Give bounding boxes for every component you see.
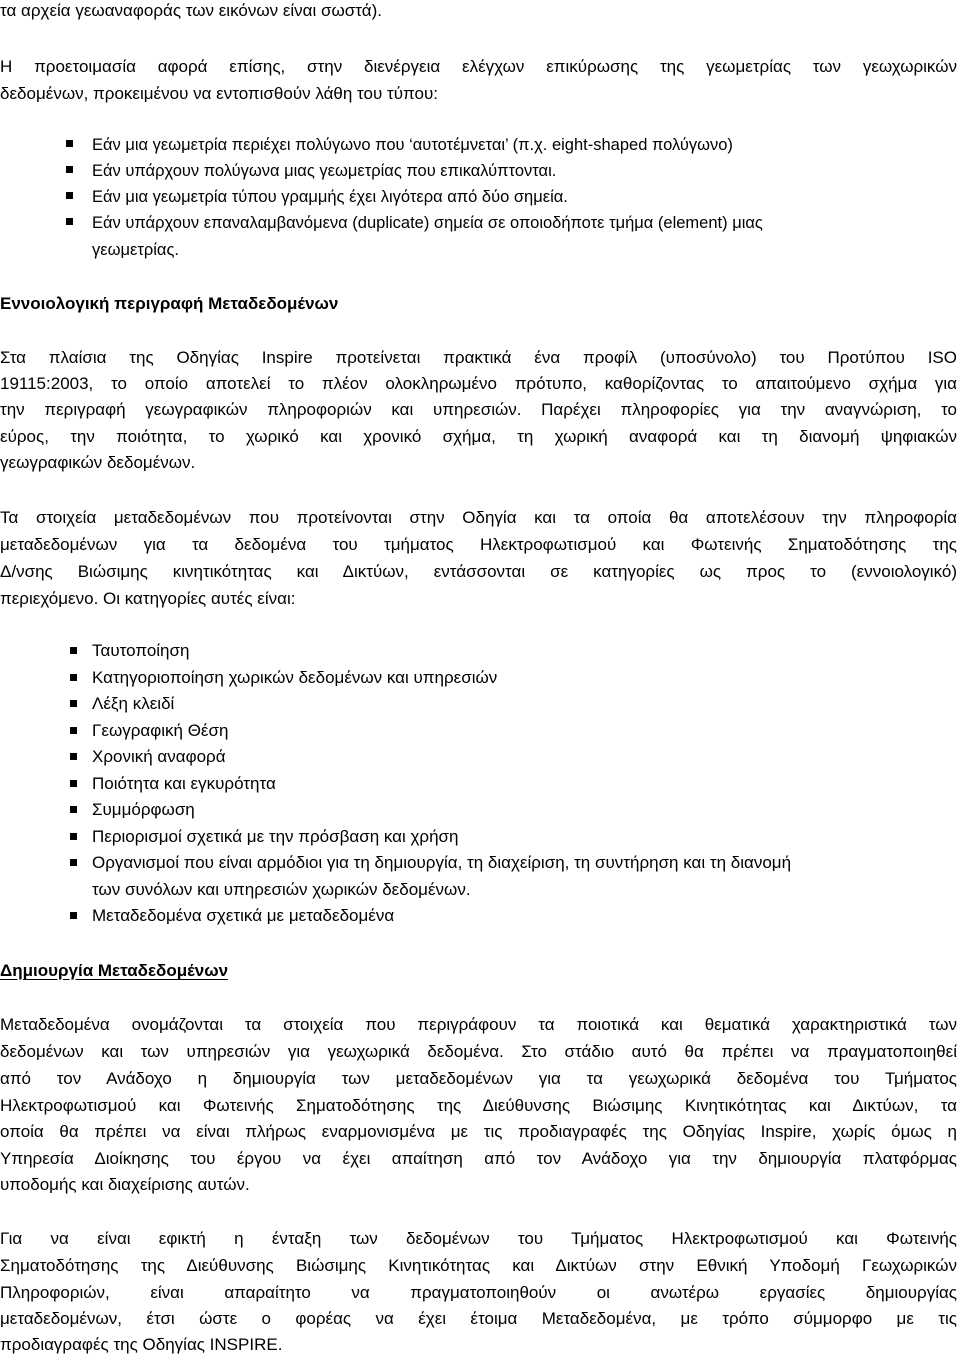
category-list-item: Μεταδεδομένα σχετικά με μεταδεδομένα (92, 906, 395, 925)
validation-intro-line: δεδομένων, προκειμένου να εντοπισθούν λάθη του τύπου: (0, 84, 438, 103)
paragraph-line: την περιγραφή γεωγραφικών πληροφοριών και υπηρεσιών. Παρέχει πληροφορίες για την αναγνώριση, το (0, 400, 957, 419)
bullet-marker (70, 753, 77, 760)
validation-bullet-item-continuation: γεωμετρίας. (92, 241, 179, 259)
bullet-marker (70, 859, 77, 866)
category-list-item: Συμμόρφωση (92, 800, 195, 819)
validation-intro-line: Η προετοιμασία αφορά επίσης, στην διενέργεια ελέγχων επικύρωσης της γεωμετρίας των γεωχωρικών (0, 57, 957, 76)
bullet-marker (70, 700, 77, 707)
paragraph-line: Μεταδεδομένα ονομάζονται τα στοιχεία που περιγράφουν τα ποιοτικά και θεματικά χαρακτηριστικά των (0, 1015, 957, 1034)
bullet-marker (66, 192, 73, 199)
validation-bullet-item: Εάν υπάρχουν επαναλαμβανόμενα (duplicate) σημεία σε οποιοδήποτε τμήμα (element) μιας (92, 214, 763, 232)
category-list-item: Ποιότητα και εγκυρότητα (92, 774, 276, 793)
bullet-marker (66, 218, 73, 225)
paragraph-line: εύρος, την ποιότητα, το χωρικό και χρονικό σχήμα, τη χωρική αναφορά και τη διανομή ψηφιακών (0, 427, 957, 446)
bullet-marker (70, 780, 77, 787)
paragraph-line: Σηματοδότησης της Διεύθυνσης Βιώσιμης Κινητικότητας και Δικτύων στην Εθνική Υποδομή Γεωχωρικών (0, 1256, 957, 1275)
paragraph-line: προδιαγραφές της Οδηγίας INSPIRE. (0, 1335, 283, 1354)
paragraph-line: μεταδεδομένων για τα δεδομένα του τμήματος Ηλεκτροφωτισμού και Φωτεινής Σηματοδότησης της (0, 535, 957, 554)
paragraph-line: Ηλεκτροφωτισμού και Φωτεινής Σηματοδότησης της Διεύθυνσης Βιώσιμης Κινητικότητας και Δικτύων, τα (0, 1096, 957, 1115)
category-list-item-continuation: των συνόλων και υπηρεσιών χωρικών δεδομένων. (92, 880, 471, 899)
section-heading-metadata-creation: Δημιουργία Μεταδεδομένων (0, 961, 229, 980)
paragraph-line: μεταδεδομένων, έτσι ώστε ο φορέας να έχει έτοιμα Μεταδεδομένα, με τρόπο σύμμορφο με τις (0, 1309, 957, 1328)
bullet-marker (70, 912, 77, 919)
category-list-item: Λέξη κλειδί (92, 694, 175, 713)
category-list-item: Οργανισμοί που είναι αρμόδιοι για τη δημιουργία, τη διαχείριση, τη συντήρηση και τη διανομή (92, 853, 792, 872)
bullet-marker (70, 727, 77, 734)
paragraph-line: οποία θα πρέπει να είναι πλήρως εναρμονισμένα με τις προδιαγραφές της Οδηγίας Inspire, χωρίς όμως η (0, 1122, 957, 1141)
paragraph-line: περιεχόμενο. Οι κατηγορίες αυτές είναι: (0, 589, 296, 608)
bullet-marker (70, 833, 77, 840)
validation-bullet-item: Εάν μια γεωμετρία τύπου γραμμής έχει λιγότερα από δύο σημεία. (92, 188, 568, 206)
paragraph-line: 19115:2003, το οποίο αποτελεί το πλέον ολοκληρωμένο πρότυπο, καθορίζοντας το απαιτούμενο σχήμα για (0, 374, 957, 393)
validation-bullet-item: Εάν μια γεωμετρία περιέχει πολύγωνο που ‘αυτοτέμνεται’ (π.χ. eight-shaped πολύγωνο) (92, 136, 733, 154)
paragraph-line: Δ/νσης Βιώσιμης κινητικότητας και Δικτύων, εντάσσονται σε κατηγορίες ως προς το (εννοιολογικό) (0, 562, 957, 581)
bullet-marker (70, 674, 77, 681)
category-list-item: Χρονική αναφορά (92, 747, 226, 766)
paragraph-line: Πληροφοριών, είναι απαραίτητο να πραγματοποιηθούν οι ανωτέρω εργασίες δημιουργίας (0, 1283, 957, 1302)
paragraph-line: Για να είναι εφικτή η ένταξη των δεδομένων του Τμήματος Ηλεκτροφωτισμού και Φωτεινής (0, 1229, 957, 1248)
paragraph-line: από τον Ανάδοχο η δημιουργία των μεταδεδομένων για τα γεωχωρικά δεδομένα του Τμήματος (0, 1069, 957, 1088)
paragraph-line: Υπηρεσία Διοίκησης του έργου να έχει απαίτηση από τον Ανάδοχο για την δημιουργία πλατφόρμας (0, 1149, 957, 1168)
paragraph-line: Στα πλαίσια της Οδηγίας Inspire προτείνεται πρακτικά ένα προφίλ (υποσύνολο) του Προτύπου ISO (0, 348, 957, 367)
bullet-marker (66, 140, 73, 147)
bullet-marker (66, 166, 73, 173)
category-list-item: Ταυτοποίηση (92, 641, 190, 660)
paragraph-line: Τα στοιχεία μεταδεδομένων που προτείνονται στην Οδηγία και τα οποία θα αποτελέσουν την πληροφορία (0, 508, 957, 527)
paragraph-line: γεωγραφικών δεδομένων. (0, 453, 196, 472)
validation-bullet-item: Εάν υπάρχουν πολύγωνα μιας γεωμετρίας που επικαλύπτονται. (92, 162, 557, 180)
section-heading-conceptual-metadata: Εννοιολογική περιγραφή Μεταδεδομένων (0, 294, 339, 313)
paragraph-line: υποδομής και διαχείρισης αυτών. (0, 1175, 250, 1194)
category-list-item: Κατηγοριοποίηση χωρικών δεδομένων και υπηρεσιών (92, 668, 498, 687)
intro-tail-text: τα αρχεία γεωαναφοράς των εικόνων είναι σωστά). (0, 1, 382, 20)
paragraph-line: δεδομένων και των υπηρεσιών για γεωχωρικά δεδομένα. Στο στάδιο αυτό θα πρέπει να πραγματοποιηθεί (0, 1042, 957, 1061)
category-list-item: Γεωγραφική Θέση (92, 721, 229, 740)
category-list-item: Περιορισμοί σχετικά με την πρόσβαση και χρήση (92, 827, 459, 846)
bullet-marker (70, 806, 77, 813)
bullet-marker (70, 647, 77, 654)
